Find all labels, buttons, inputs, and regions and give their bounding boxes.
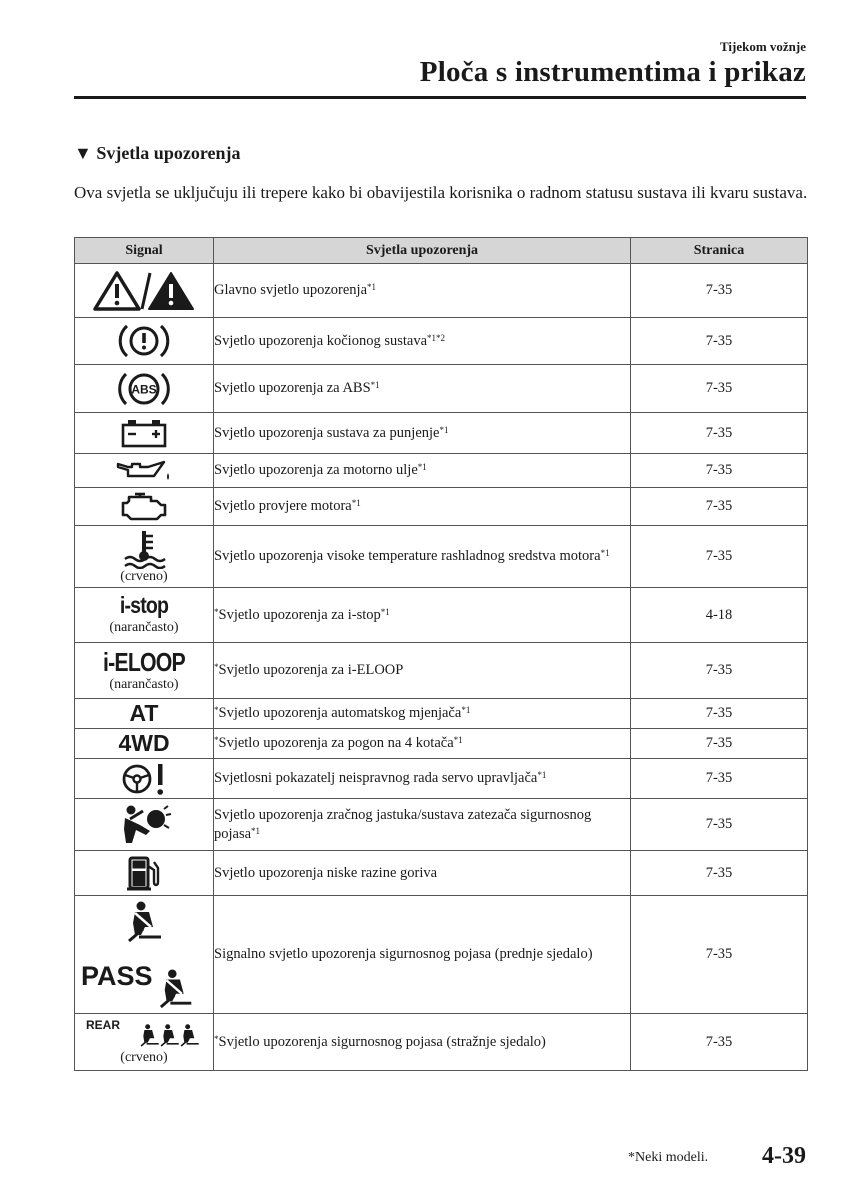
intro-paragraph: Ova svjetla se uključuju ili trepere kako bi obavijestila korisnika o radnom statusu sustava ili kvaru sustava. <box>74 183 808 202</box>
page-reference: 7-35 <box>631 488 808 526</box>
master-warning-triangle-icon <box>92 269 196 313</box>
signal-color-caption: (narančasto) <box>109 676 179 692</box>
page-reference: 7-35 <box>631 643 808 699</box>
seatbelt-rear-icon <box>84 1018 204 1050</box>
column-header-signal: Signal <box>75 238 214 264</box>
warning-description: Signalno svjetlo upozorenja sigurnosnog pojasa (prednje sjedalo) <box>214 896 631 1014</box>
table-row <box>75 896 808 1014</box>
coolant-temperature-icon <box>122 529 166 569</box>
warning-description: Svjetlo upozorenja za ABS$^{*1}$ <box>214 365 631 413</box>
signal-cell <box>75 488 214 526</box>
table-row <box>75 643 808 699</box>
4wd-icon: 4WD <box>118 730 170 756</box>
airbag-icon <box>116 803 172 847</box>
signal-cell <box>75 454 214 488</box>
brake-system-warning-icon <box>118 320 170 362</box>
signal-cell <box>75 759 214 799</box>
subheading: ▼ Svjetla upozorenja <box>74 143 241 163</box>
power-steering-icon <box>120 760 168 798</box>
abs-warning-icon <box>117 368 171 410</box>
signal-color-caption: (crveno) <box>120 568 168 584</box>
table-row <box>75 1014 808 1071</box>
at-icon: AT <box>129 700 159 726</box>
warning-description: Svjetlo upozorenja za motorno ulje$^{*1}$ <box>214 454 631 488</box>
warning-description: *Svjetlo upozorenja sigurnosnog pojasa (stražnje sjedalo) <box>214 1014 631 1071</box>
warning-description: Glavno svjetlo upozorenja$^{*1}$ <box>214 264 631 318</box>
table-header-row <box>75 238 808 264</box>
page-reference: 7-35 <box>631 413 808 454</box>
page-reference: 7-35 <box>631 799 808 851</box>
warning-description: Svjetlo upozorenja kočionog sustava$^{*1*2}$ <box>214 318 631 365</box>
page-reference: 7-35 <box>631 526 808 588</box>
signal-cell <box>75 799 214 851</box>
page-reference: 7-35 <box>631 454 808 488</box>
battery-charging-icon <box>118 417 170 449</box>
signal-cell <box>75 526 214 588</box>
oil-can-icon <box>114 458 174 484</box>
footnote: *Neki modeli. <box>628 1150 709 1165</box>
page-reference: 7-35 <box>631 264 808 318</box>
table-row <box>75 318 808 365</box>
warning-description: Svjetlo upozorenja zračnog jastuka/sustava zatezača sigurnosnog pojasa$^{*1}$ <box>214 799 631 851</box>
check-engine-icon <box>117 491 171 523</box>
page-reference: 7-35 <box>631 851 808 896</box>
warning-description: Svjetlo upozorenja visoke temperature rashladnog sredstva motora$^{*1}$ <box>214 526 631 588</box>
table-row <box>75 488 808 526</box>
signal-color-caption: (crveno) <box>120 1050 168 1065</box>
table-row <box>75 729 808 759</box>
seatbelt-front-icon <box>79 899 209 1011</box>
signal-cell <box>75 365 214 413</box>
page-title: Ploča s instrumentima i prikaz <box>419 56 806 88</box>
signal-cell <box>75 643 214 699</box>
signal-cell <box>75 729 214 759</box>
warning-description: Svjetlo upozorenja sustava za punjenje$^{*1}$ <box>214 413 631 454</box>
signal-cell <box>75 413 214 454</box>
signal-color-caption: (narančasto) <box>109 620 179 635</box>
table-row <box>75 588 808 643</box>
column-header-page: Stranica <box>631 238 808 264</box>
table-row <box>75 264 808 318</box>
table-row <box>75 413 808 454</box>
warning-description: Svjetlo upozorenja niske razine goriva <box>214 851 631 896</box>
column-header-warning-lights: Svjetla upozorenja <box>214 238 631 264</box>
table-row <box>75 526 808 588</box>
warning-description: *Svjetlo upozorenja za i-ELOOP <box>214 643 631 699</box>
page-reference: 7-35 <box>631 1014 808 1071</box>
signal-cell <box>75 699 214 729</box>
warning-description: Svjetlosni pokazatelj neispravnog rada servo upravljača$^{*1}$ <box>214 759 631 799</box>
page-reference: 4-18 <box>631 588 808 643</box>
signal-cell <box>75 588 214 643</box>
signal-cell <box>75 264 214 318</box>
page-reference: 7-35 <box>631 896 808 1014</box>
warning-description: Svjetlo provjere motora$^{*1}$ <box>214 488 631 526</box>
warning-description: *Svjetlo upozorenja za i-stop$^{*1}$ <box>214 588 631 643</box>
section-label: Tijekom vožnje <box>719 39 806 54</box>
warning-lights-table <box>74 237 808 1071</box>
signal-cell <box>75 851 214 896</box>
pass-label: PASS <box>81 960 153 991</box>
signal-cell <box>75 318 214 365</box>
table-row <box>75 699 808 729</box>
signal-cell <box>75 1014 214 1071</box>
rear-label: REAR <box>86 1018 121 1032</box>
i-eloop-icon: i-ELOOP <box>103 646 185 677</box>
page-reference: 7-35 <box>631 759 808 799</box>
warning-description: *Svjetlo upozorenja za pogon na 4 kotača$^{*1}$ <box>214 729 631 759</box>
page-reference: 7-35 <box>631 318 808 365</box>
table-row <box>75 454 808 488</box>
title-divider <box>74 96 806 99</box>
table-row <box>75 759 808 799</box>
i-stop-icon: i-stop <box>119 592 169 618</box>
fuel-pump-icon <box>124 854 164 892</box>
warning-description: *Svjetlo upozorenja automatskog mjenjača$^{*1}$ <box>214 699 631 729</box>
page-number: 4-39 <box>762 1143 806 1169</box>
page-reference: 7-35 <box>631 365 808 413</box>
page-reference: 7-35 <box>631 699 808 729</box>
table-row <box>75 799 808 851</box>
abs-label: ABS <box>131 382 157 396</box>
signal-cell <box>75 896 214 1014</box>
table-row <box>75 851 808 896</box>
page-reference: 7-35 <box>631 729 808 759</box>
table-row <box>75 365 808 413</box>
